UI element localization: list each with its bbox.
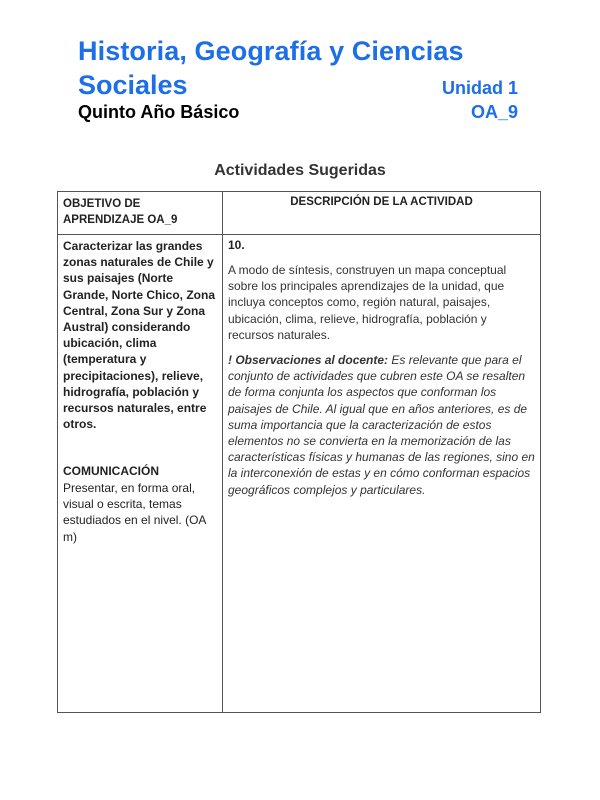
subject-title-line2: Sociales bbox=[78, 70, 188, 100]
activities-table bbox=[57, 191, 541, 713]
teacher-observations bbox=[228, 352, 536, 498]
grade-label: Quinto Año Básico bbox=[78, 102, 240, 122]
observations-text: Es relevante que para el conjunto de actividades que cubren este OA se resalten de forma conjunta los aspectos que conforman los paisajes de Chile. Al igual que en años anteriores, es de suma importancia que la caracterización de estos elementos no se convierta en la memorización de las características físicas y humanas de las regiones, sino en la interconexión de estas y en cómo conforman espacios geográficos complejos y particulares. bbox=[228, 353, 535, 497]
unit-label: Unidad 1 bbox=[441, 78, 518, 98]
description-column-header: DESCRIPCIÓN DE LA ACTIVIDAD bbox=[290, 196, 473, 208]
activity-number: 10. bbox=[228, 238, 245, 252]
communication-title: COMUNICACIÓN bbox=[63, 464, 159, 478]
activity-description: A modo de síntesis, construyen un mapa conceptual sobre los principales aprendizajes de la unidad, que incluya conceptos como, región natural, paisajes, ubicación, clima, relieve, hidrografía, población y recursos naturales. bbox=[228, 263, 507, 342]
objective-cell bbox=[63, 238, 218, 432]
observations-label: ! Observaciones al docente: bbox=[228, 353, 389, 367]
column-divider bbox=[222, 192, 223, 712]
section-title: Actividades Sugeridas bbox=[214, 162, 386, 179]
subject-title-line1: Historia, Geografía y Ciencias bbox=[78, 36, 464, 66]
communication-text: Presentar, en forma oral, visual o escrita, temas estudiados en el nivel. (OA m) bbox=[63, 481, 206, 544]
objective-text: Caracterizar las grandes zonas naturales de Chile y sus paisajes (Norte Grande, Norte Chico, Zona Central, Zona Sur y Zona Austral) considerando ubicación, clima (temperatura y precipitaciones), relieve, hidrografía, población y recursos naturales, entre otros. bbox=[63, 239, 216, 432]
objective-column-header: OBJETIVO DE APRENDIZAJE OA_9 bbox=[63, 198, 178, 226]
table-header-row bbox=[58, 192, 540, 235]
oa-code-label: OA_9 bbox=[470, 102, 518, 122]
